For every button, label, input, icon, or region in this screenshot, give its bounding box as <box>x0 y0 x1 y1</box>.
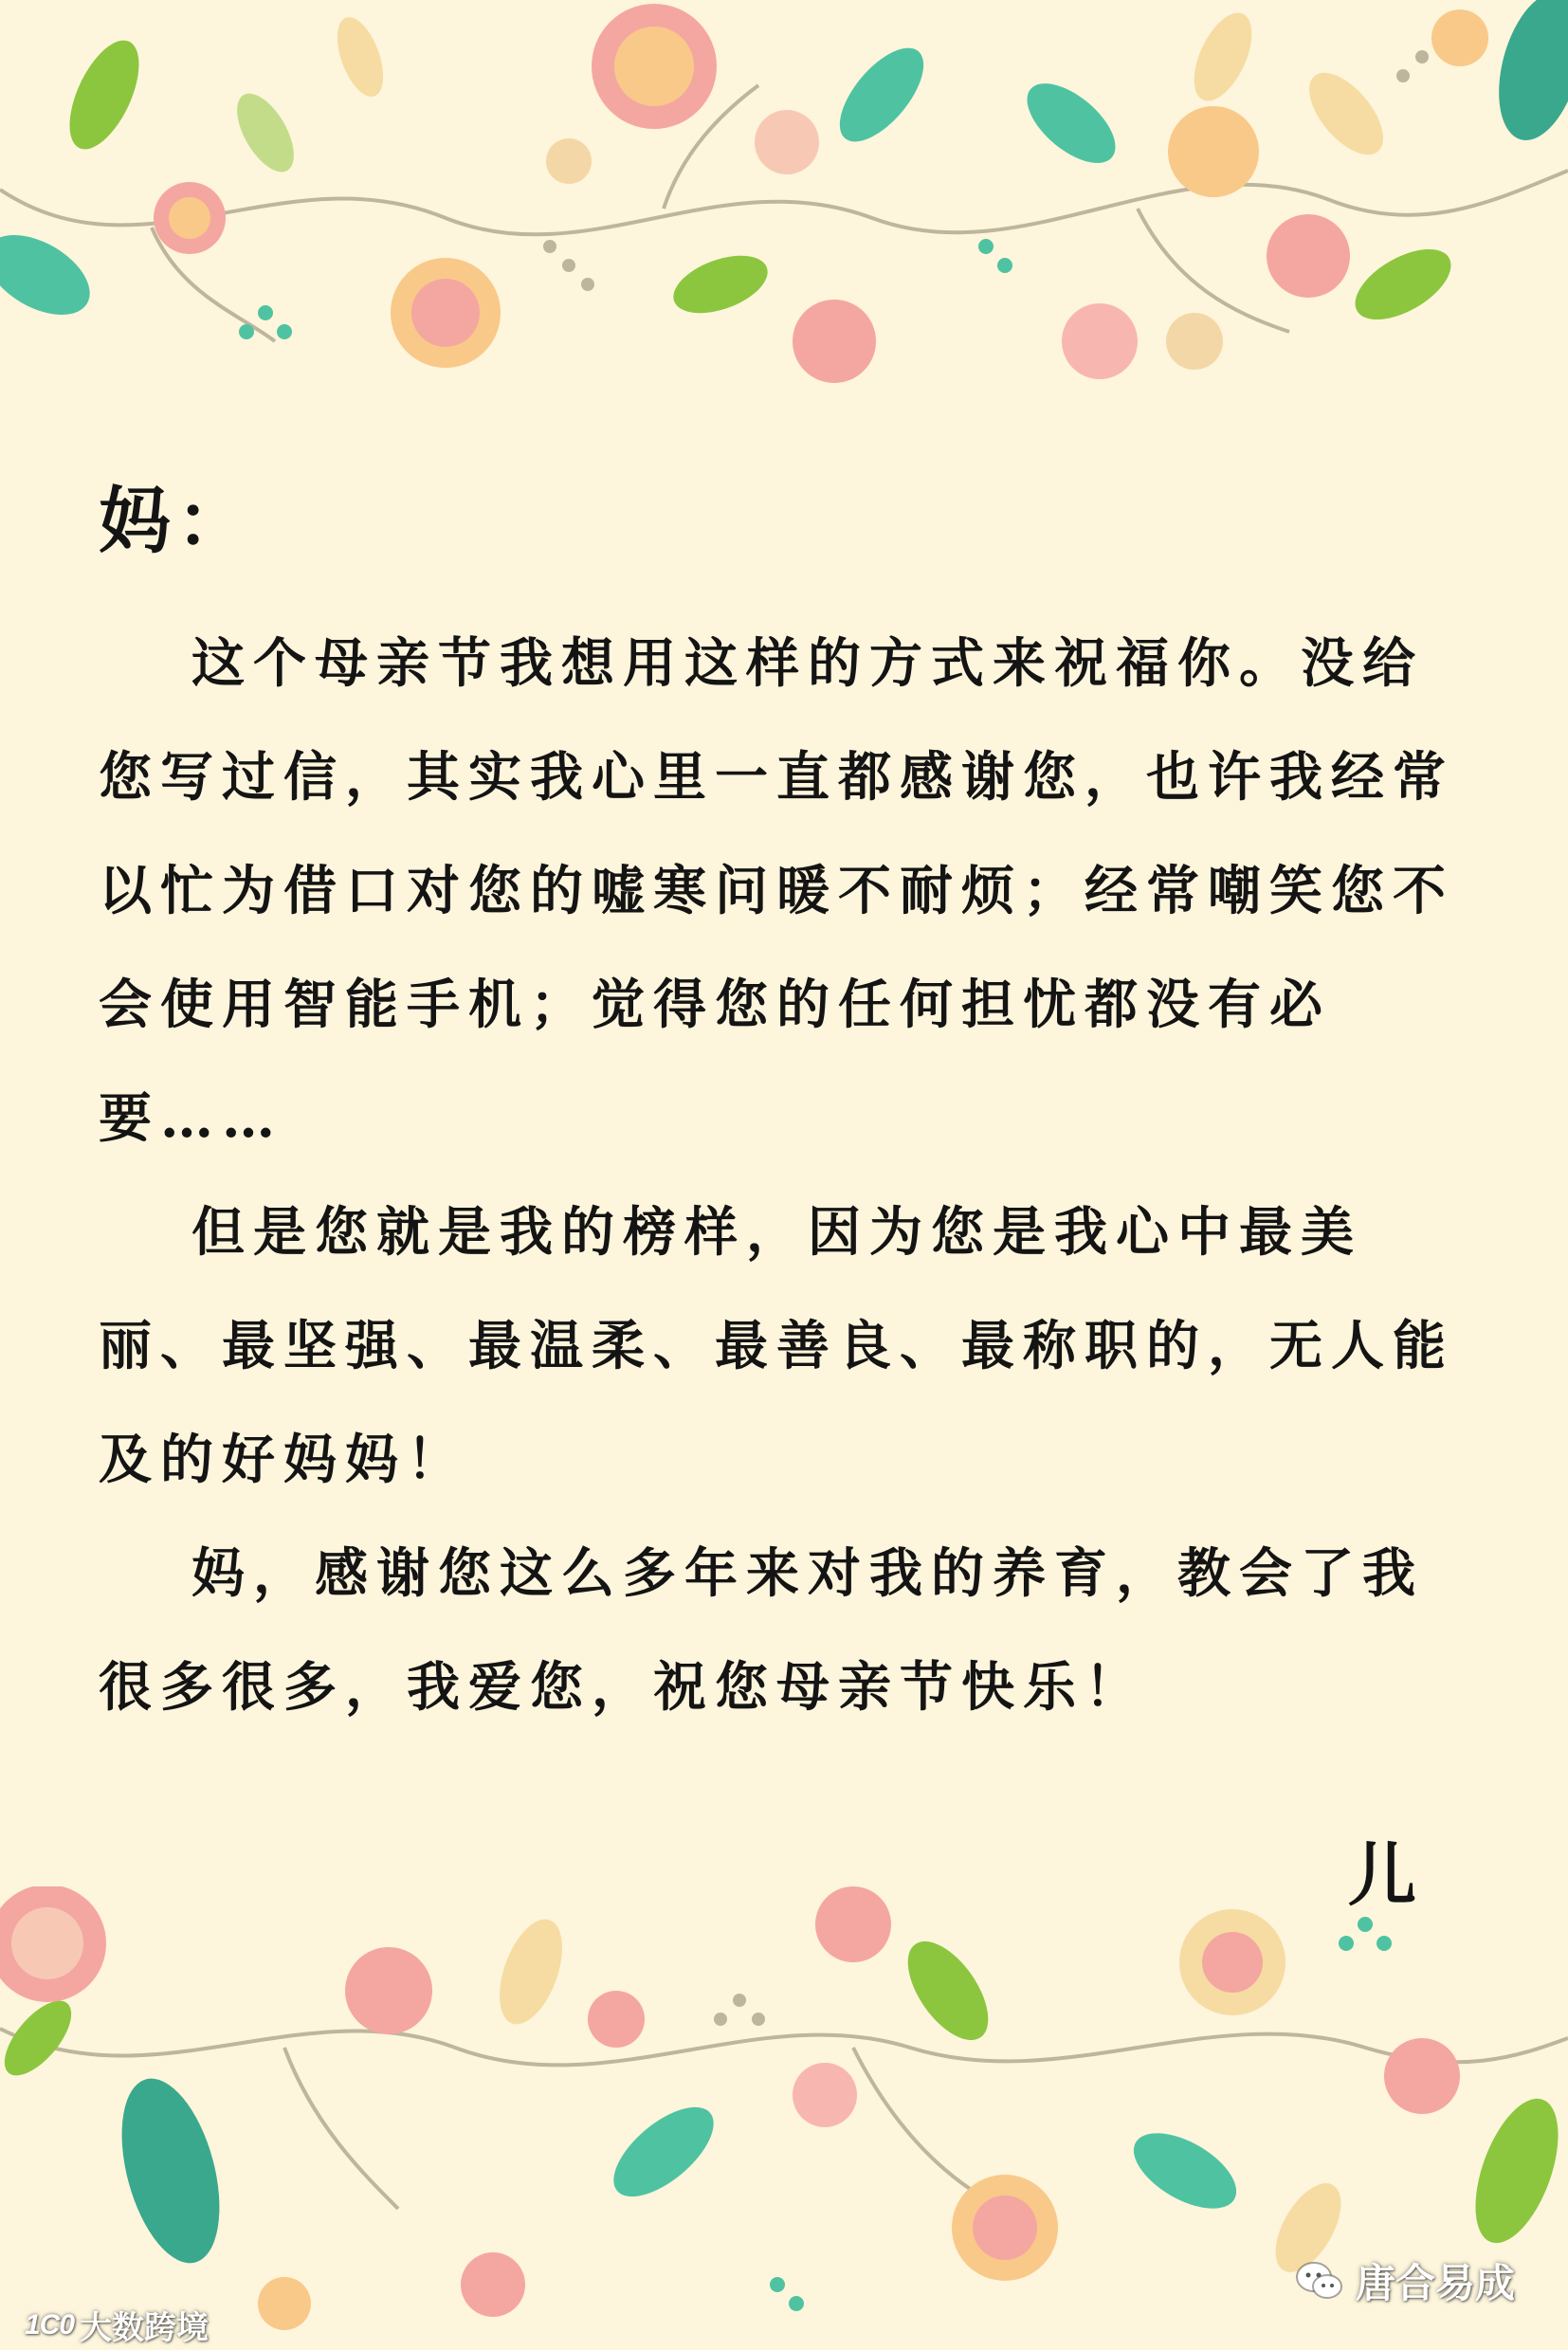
watermark-logo: 1C0 <box>25 2308 75 2341</box>
floral-border-top <box>0 0 1568 417</box>
letter-paragraph: 这个母亲节我想用这样的方式来祝福你。没给您写过信，其实我心里一直都感谢您，也许我经常以忙为借口对您的嘘寒问暖不耐烦；经常嘲笑您不会使用智能手机；觉得您的任何担忧都没有必要…… <box>99 632 1454 1150</box>
watermark-left <box>25 2302 209 2348</box>
letter-paragraph: 妈，感谢您这么多年来对我的养育，教会了我很多很多，我爱您，祝您母亲节快乐！ <box>99 1542 1424 1719</box>
wechat-icon <box>1295 2260 1344 2302</box>
salutation: 妈： <box>99 479 254 563</box>
watermark-left-text: 大数跨境 <box>80 2310 210 2346</box>
signature: 儿 <box>1347 1834 1416 1915</box>
letter-body <box>99 474 1473 1744</box>
watermark-right <box>1295 2252 1515 2309</box>
watermark-right-text: 唐合易成 <box>1355 2261 1515 2305</box>
letter-paragraph: 但是您就是我的榜样，因为您是我心中最美丽、最坚强、最温柔、最善良、最称职的，无人能及的好妈妈！ <box>99 1201 1454 1491</box>
